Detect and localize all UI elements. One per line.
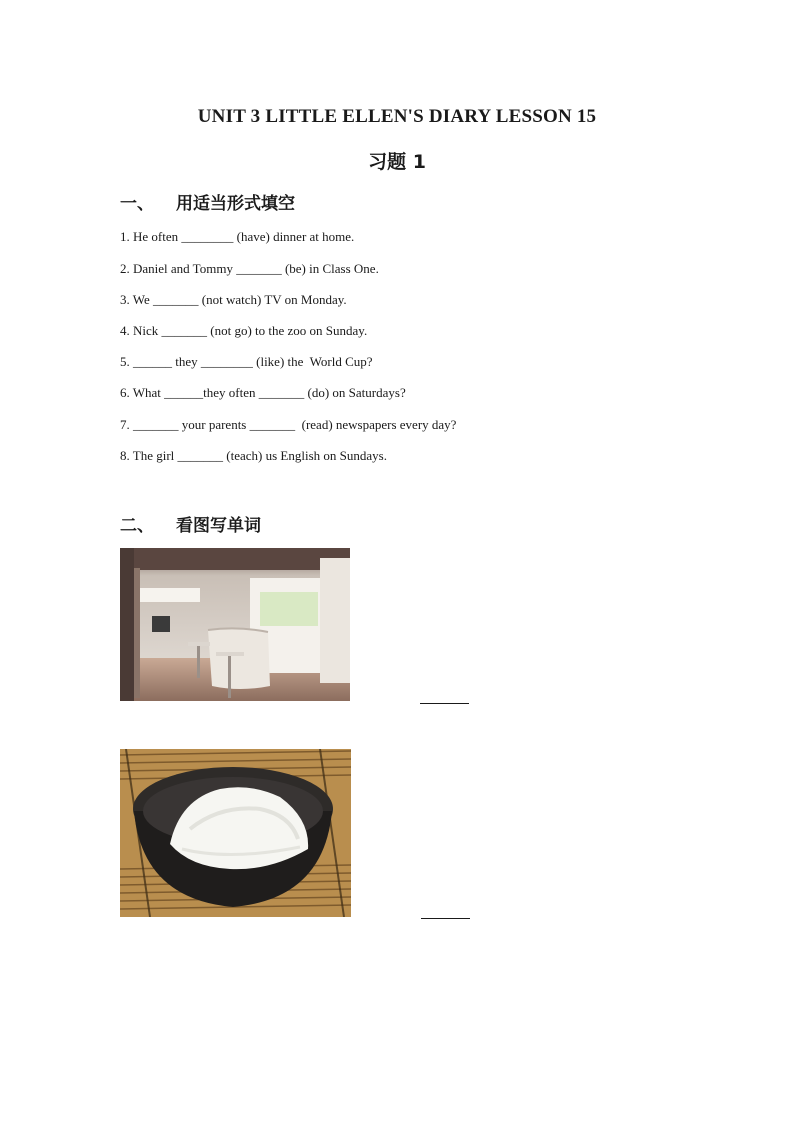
section-heading: 用适当形式填空 [176,194,295,214]
worksheet-title: UNIT 3 LITTLE ELLEN'S DIARY LESSON 15 [197,106,597,127]
worksheet-subtitle: 习题 1 [368,151,426,173]
question-1: 1. He often ________ (have) dinner at home. [120,229,355,244]
section-number: 一、 [120,194,154,214]
section-fill-in [120,189,295,214]
section-picture-words [120,511,261,536]
kitchen-photo-icon [120,548,350,701]
question-7: 7. _______ your parents _______ (read) newspapers every day? [120,417,457,432]
question-6: 6. What ______they often _______ (do) on Saturdays? [120,385,406,400]
answer-blank-2[interactable] [421,918,470,919]
question-3: 3. We _______ (not watch) TV on Monday. [120,292,347,307]
question-4: 4. Nick _______ (not go) to the zoo on Sunday. [120,323,368,338]
rice-bowl-photo-icon [120,749,351,917]
section-number: 二、 [120,516,154,536]
question-5: 5. ______ they ________ (like) the World Cup? [120,354,373,369]
question-2: 2. Daniel and Tommy _______ (be) in Class One. [120,261,379,276]
question-8: 8. The girl _______ (teach) us English on Sundays. [120,448,387,463]
answer-blank-1[interactable] [420,703,469,704]
section-heading: 看图写单词 [176,516,261,536]
